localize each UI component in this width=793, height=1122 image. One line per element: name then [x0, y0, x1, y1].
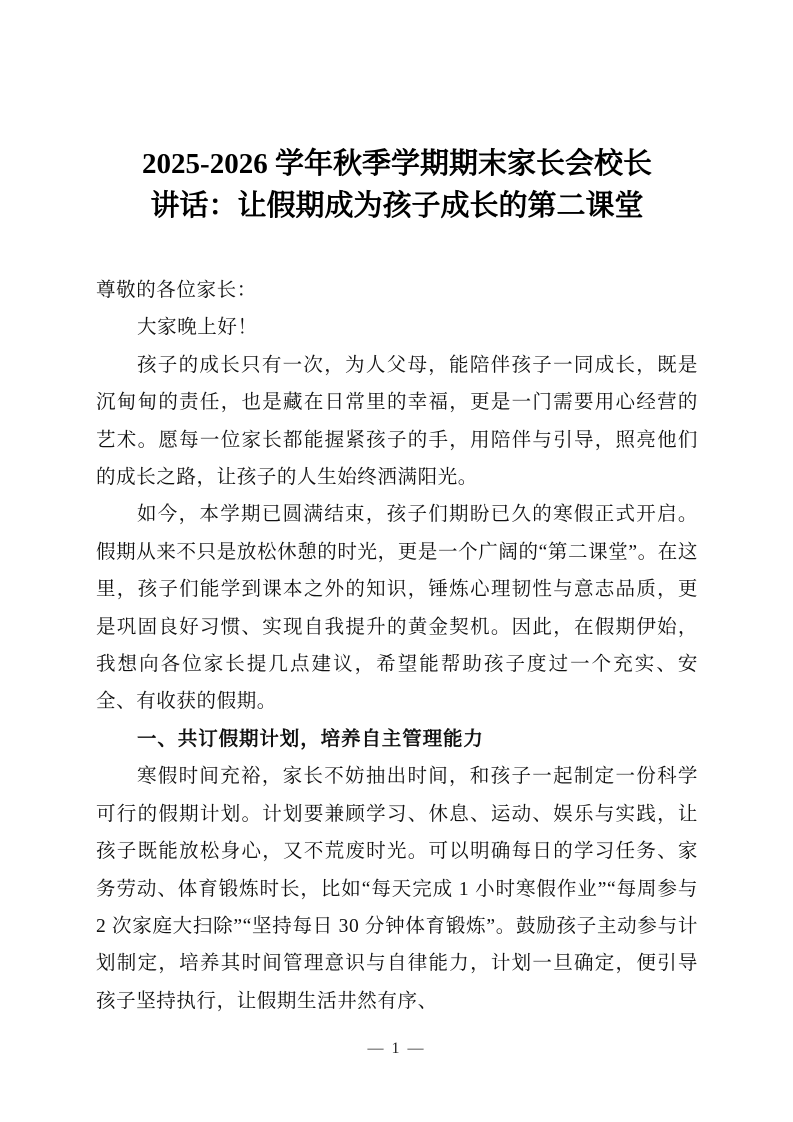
paragraph-opening: 孩子的成长只有一次，为人父母，能陪伴孩子一同成长，既是沉甸甸的责任，也是藏在日常里的幸福，更是一门需要用心经营的艺术。愿每一位家长都能握紧孩子的手，用陪伴与引导，照亮他们的成长之路，让孩子的人生始终洒满阳光。	[96, 354, 698, 489]
document-body	[96, 272, 698, 1020]
page-number-footer: — 1 —	[367, 1040, 426, 1057]
paragraph-salutation: 尊敬的各位家长：	[96, 280, 257, 301]
title-line-2: 讲话：让假期成为孩子成长的第二课堂	[150, 190, 644, 222]
section-heading-1: 一、共订假期计划，培养自主管理能力	[137, 728, 484, 750]
paragraph-greeting: 大家晚上好！	[137, 317, 258, 339]
page-title	[96, 143, 698, 227]
paragraph-context: 如今，本学期已圆满结束，孩子们期盼已久的寒假正式开启。假期从来不只是放松休憩的时光，更是一个广阔的“第二课堂”。在这里，孩子们能学到课本之外的知识，锤炼心理韧性与意志品质，更是巩固良好习惯、实现自我提升的黄金契机。因此，在假期伊始，我想向各位家长提几点建议，希望能帮助孩子度过一个充实、安全、有收获的假期。	[96, 504, 698, 713]
title-line-1: 2025-2026 学年秋季学期期末家长会校长	[142, 148, 652, 180]
paragraph-section-1-body: 寒假时间充裕，家长不妨抽出时间，和孩子一起制定一份科学可行的假期计划。计划要兼顾学习、休息、运动、娱乐与实践，让孩子既能放松身心，又不荒废时光。可以明确每日的学习任务、家务劳动、体育锻炼时长，比如“每天完成 1 小时寒假作业”“每周参与 2 次家庭大扫除”“坚持每日 30 分钟体育锻炼”。鼓励孩子主动参与计划制定，培养其时间管理意识与自律能力，计划一旦确定，便引导孩子坚持执行，让假期生活井然有序、	[96, 766, 698, 1012]
